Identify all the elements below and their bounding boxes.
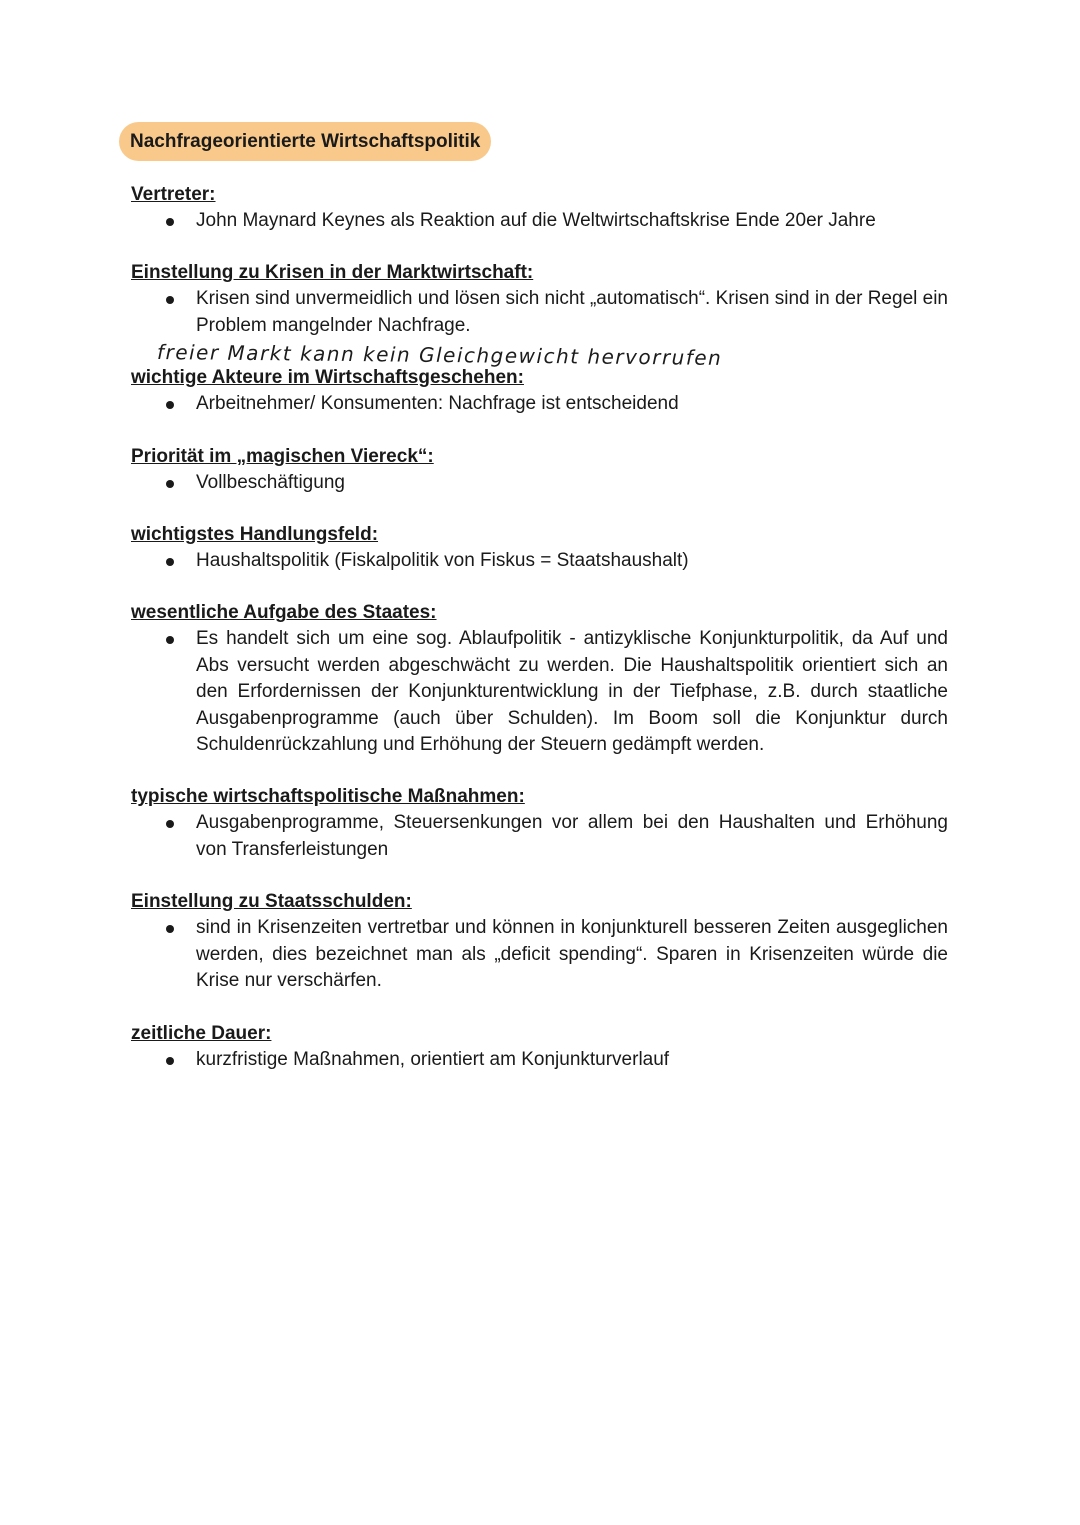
- section-massnahmen: [131, 784, 948, 863]
- list-item: [131, 626, 948, 758]
- list-item: [131, 391, 948, 417]
- list-item: [131, 810, 948, 863]
- bullet-list: [131, 208, 948, 234]
- list-item-text: Vollbeschäftigung: [196, 471, 345, 493]
- bullet-list: [131, 470, 948, 496]
- list-item-text: sind in Krisenzeiten vertretbar und können in konjunkturell besseren Zeiten ausgeglichen werden, dies bezeichnet man als „deficit spending“. Sparen in Krisenzeiten würde die Krise nur verschärfen.: [196, 917, 948, 992]
- section-krisen: [131, 260, 948, 371]
- page-title: Nachfrageorientierte Wirtschaftspolitik: [119, 122, 491, 161]
- spacer: [131, 863, 948, 889]
- spacer: [131, 496, 948, 522]
- bullet-icon: [166, 636, 174, 644]
- section-heading: Einstellung zu Krisen in der Marktwirtschaft:: [131, 262, 534, 284]
- bullet-list: [131, 915, 948, 994]
- bullet-list: [131, 626, 948, 758]
- bullet-icon: [166, 820, 174, 828]
- section-heading: wesentliche Aufgabe des Staates:: [131, 602, 437, 624]
- list-item: [131, 915, 948, 994]
- list-item-text: Krisen sind unvermeidlich und lösen sich nicht „automatisch“. Krisen sind in der Regel ein Problem mangelnder Nachfrage.: [196, 288, 948, 336]
- bullet-list: [131, 548, 948, 574]
- section-heading: wichtigstes Handlungsfeld:: [131, 524, 379, 546]
- document-content: [131, 182, 948, 1073]
- section-vertreter: [131, 182, 948, 234]
- bullet-list: [131, 391, 948, 417]
- bullet-icon: [166, 925, 174, 933]
- section-handlungsfeld: [131, 522, 948, 574]
- bullet-icon: [166, 218, 174, 226]
- spacer: [131, 574, 948, 600]
- spacer: [131, 418, 948, 444]
- section-aufgabe-staat: [131, 600, 948, 758]
- bullet-icon: [166, 401, 174, 409]
- list-item-text: Es handelt sich um eine sog. Ablaufpolitik - antizyklische Konjunkturpolitik, da Auf und Abs versucht werden abgeschwächt zu werden. Die Haushaltspolitik orientiert sich an den Erfordernissen der Konjunkturentwicklung in der Tiefphase, z.B. durch staatliche Ausgabenprogramme (auch über Schulden). Im Boom soll die Konjunktur durch Schuldenrückzahlung und Erhöhung der Steuern gedämpft werden.: [196, 628, 948, 756]
- section-heading: zeitliche Dauer:: [131, 1022, 272, 1044]
- section-akteure: [131, 365, 948, 417]
- list-item: [131, 1047, 948, 1073]
- spacer: [131, 758, 948, 784]
- section-heading: Vertreter:: [131, 184, 216, 205]
- list-item: [131, 208, 948, 234]
- list-item-text: Arbeitnehmer/ Konsumenten: Nachfrage ist entscheidend: [196, 393, 679, 415]
- spacer: [131, 234, 948, 260]
- bullet-list: [131, 1047, 948, 1073]
- section-heading: typische wirtschaftspolitische Maßnahmen:: [131, 786, 525, 808]
- list-item-text: Ausgabenprogramme, Steuersenkungen vor allem bei den Haushalten und Erhöhung von Transferleistungen: [196, 812, 948, 860]
- list-item: [131, 548, 948, 574]
- list-item-text: Haushaltspolitik (Fiskalpolitik von Fiskus = Staatshaushalt): [196, 550, 689, 572]
- list-item: [131, 286, 948, 339]
- list-item: [131, 470, 948, 496]
- section-heading: Priorität im „magischen Viereck“:: [131, 445, 434, 467]
- list-item-text: kurzfristige Maßnahmen, orientiert am Konjunkturverlauf: [196, 1048, 670, 1070]
- list-item-text: John Maynard Keynes als Reaktion auf die Weltwirtschaftskrise Ende 20er Jahre: [196, 210, 876, 231]
- section-heading: Einstellung zu Staatsschulden:: [131, 891, 412, 913]
- section-prioritaet: [131, 444, 948, 496]
- section-heading: wichtige Akteure im Wirtschaftsgeschehen:: [131, 367, 524, 389]
- section-dauer: [131, 1021, 948, 1073]
- handwritten-note: freier Markt kann kein Gleichgewicht hervorrufen: [156, 340, 723, 371]
- spacer: [131, 995, 948, 1021]
- bullet-icon: [166, 480, 174, 488]
- bullet-icon: [166, 558, 174, 566]
- bullet-icon: [166, 1057, 174, 1065]
- bullet-list: [131, 286, 948, 339]
- section-staatsschulden: [131, 889, 948, 994]
- bullet-list: [131, 810, 948, 863]
- bullet-icon: [166, 296, 174, 304]
